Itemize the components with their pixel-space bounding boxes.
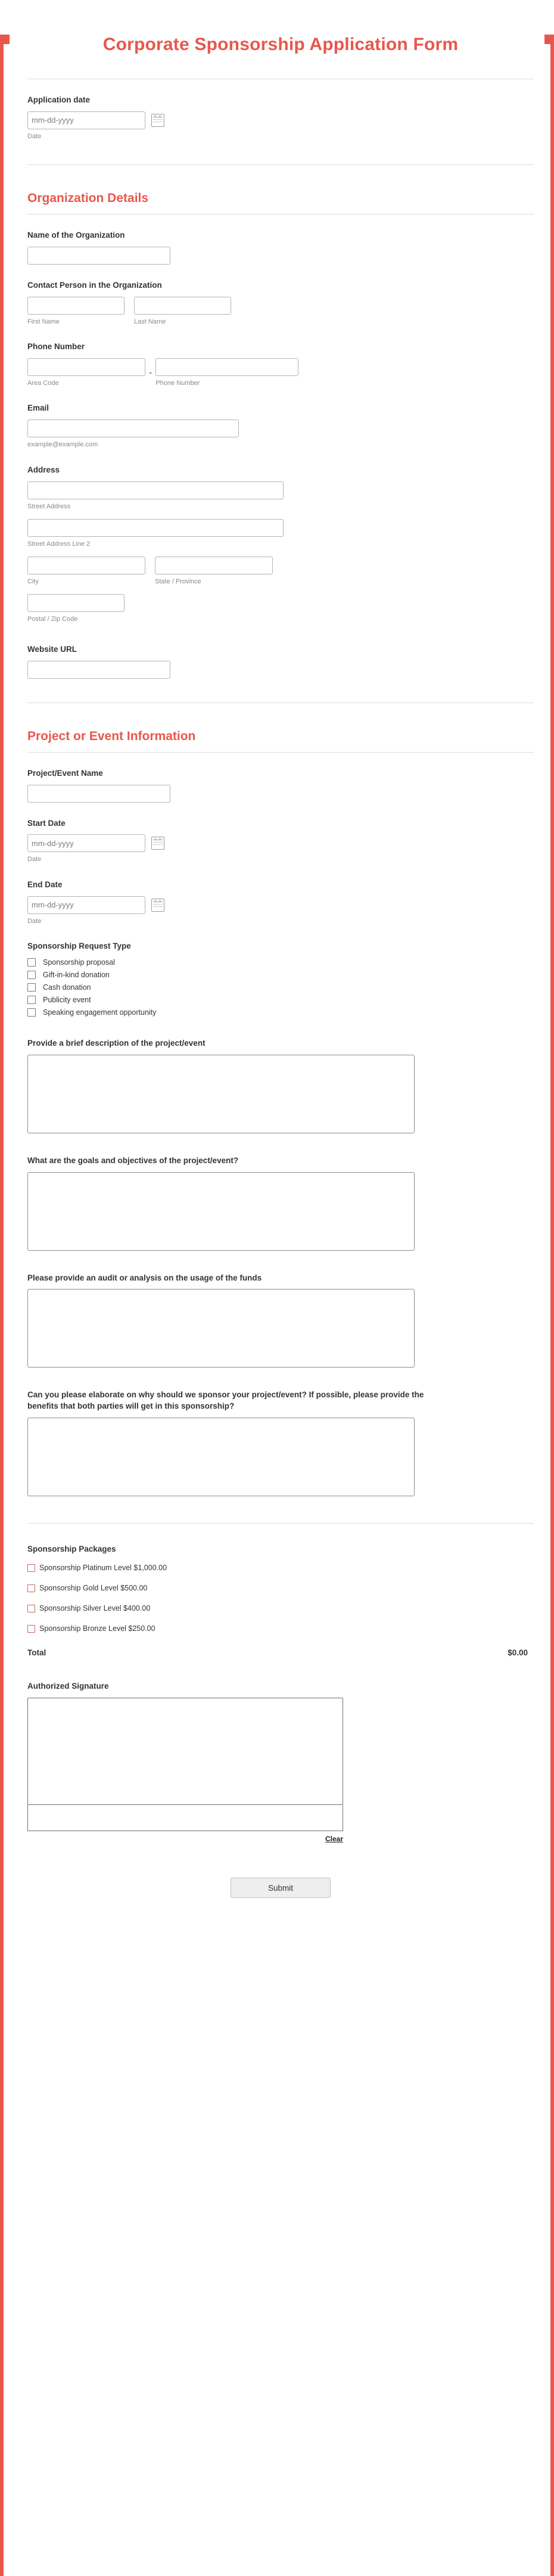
checkbox-icon[interactable] [27, 958, 36, 967]
total-value: $0.00 [508, 1648, 528, 1658]
goals-label: What are the goals and objectives of the project/event? [27, 1155, 239, 1165]
submit-row [27, 1878, 534, 1898]
start-date-sublabel: Date [27, 856, 42, 863]
phone-number-label: Phone Number [27, 342, 85, 352]
end-date-input[interactable] [27, 896, 145, 914]
package-option-platinum[interactable] [27, 1564, 534, 1572]
request-type-option-cash-donation[interactable] [27, 983, 534, 992]
project-name-label: Project/Event Name [27, 768, 103, 778]
section-divider-3 [27, 1523, 534, 1524]
end-date-label: End Date [27, 880, 63, 889]
organization-section-rule [27, 214, 534, 215]
field-start-date [27, 818, 534, 864]
phone-separator: - [149, 367, 152, 378]
package-option-label: Sponsorship Platinum Level $1,000.00 [39, 1564, 167, 1573]
address-label: Address [27, 465, 60, 474]
request-type-option-speaking-engagement-opportunity[interactable] [27, 1008, 534, 1017]
end-date-sublabel: Date [27, 917, 42, 925]
description-textarea[interactable] [27, 1055, 415, 1133]
address-state-input[interactable] [155, 557, 273, 574]
package-option-gold[interactable] [27, 1584, 534, 1592]
address-street2-input[interactable] [27, 519, 284, 537]
address-city-input[interactable] [27, 557, 145, 574]
start-date-label: Start Date [27, 818, 66, 828]
description-label: Provide a brief description of the project/event [27, 1038, 206, 1048]
section-sponsorship-packages [27, 1544, 534, 1657]
address-zip-input[interactable] [27, 594, 125, 612]
field-sponsorship-request-type [27, 941, 534, 1017]
contact-person-label: Contact Person in the Organization [27, 281, 162, 290]
field-contact-person [27, 280, 534, 326]
website-url-input[interactable] [27, 661, 170, 679]
address-zip-sublabel: Postal / Zip Code [27, 616, 78, 623]
contact-last-name-input[interactable] [134, 297, 231, 315]
project-section-title: Project or Event Information [27, 729, 196, 743]
checkbox-icon[interactable] [27, 1625, 35, 1633]
email-sublabel: example@example.com [27, 441, 98, 449]
address-street-sublabel: Street Address [27, 502, 71, 510]
field-audit [27, 1273, 534, 1371]
total-label: Total [27, 1648, 46, 1658]
clear-signature-button[interactable]: Clear [325, 1835, 343, 1843]
corner-decoration-right [544, 35, 554, 44]
field-phone-number [27, 341, 534, 387]
packages-label: Sponsorship Packages [27, 1545, 116, 1554]
calendar-icon[interactable] [151, 899, 164, 912]
section-project-information [27, 729, 534, 1500]
request-type-option-label: Publicity event [43, 995, 91, 1004]
organization-section-title: Organization Details [27, 191, 149, 206]
phone-area-code-sublabel: Area Code [27, 380, 59, 387]
start-date-input[interactable] [27, 834, 145, 852]
form-page [4, 35, 554, 1898]
signature-line[interactable] [27, 1805, 343, 1831]
address-street-input[interactable] [27, 481, 284, 499]
address-city-sublabel: City [27, 578, 39, 586]
checkbox-icon[interactable] [27, 1605, 35, 1612]
request-type-option-label: Cash donation [43, 983, 91, 992]
checkbox-icon[interactable] [27, 1584, 35, 1592]
checkbox-icon[interactable] [27, 1564, 35, 1572]
field-authorized-signature [27, 1681, 534, 1843]
phone-number-input[interactable] [155, 358, 298, 376]
request-type-label: Sponsorship Request Type [27, 941, 131, 950]
contact-first-name-input[interactable] [27, 297, 125, 315]
signature-canvas[interactable] [27, 1698, 343, 1805]
field-project-name [27, 768, 534, 803]
field-address [27, 465, 534, 624]
field-application-date [27, 95, 534, 141]
total-row [27, 1648, 534, 1657]
submit-button[interactable]: Submit [231, 1878, 331, 1898]
field-organization-name [27, 230, 534, 265]
corner-decoration-left [0, 35, 10, 44]
project-section-rule [27, 752, 534, 753]
request-type-option-gift-in-kind-donation[interactable] [27, 971, 534, 979]
elaborate-textarea[interactable] [27, 1418, 415, 1496]
calendar-icon[interactable] [151, 837, 164, 850]
section-organization-details [27, 191, 534, 678]
checkbox-icon[interactable] [27, 983, 36, 992]
organization-name-input[interactable] [27, 247, 170, 265]
checkbox-icon[interactable] [27, 971, 36, 979]
checkbox-icon[interactable] [27, 996, 36, 1004]
package-option-silver[interactable] [27, 1604, 534, 1612]
elaborate-label: Can you please elaborate on why should we sponsor your project/event? If possible, please provide the benefits that both parties will get in this sponsorship? [27, 1390, 424, 1411]
audit-textarea[interactable] [27, 1289, 415, 1368]
request-type-option-sponsorship-proposal[interactable] [27, 958, 534, 967]
page-title: Corporate Sponsorship Application Form [102, 35, 459, 54]
organization-name-label: Name of the Organization [27, 231, 125, 240]
application-date-sublabel: Date [27, 132, 42, 140]
calendar-icon[interactable] [151, 114, 164, 127]
phone-area-code-input[interactable] [27, 358, 145, 376]
email-label: Email [27, 403, 49, 413]
package-option-bronze[interactable] [27, 1624, 534, 1633]
signature-label: Authorized Signature [27, 1682, 109, 1691]
field-elaborate [27, 1390, 534, 1499]
field-description [27, 1038, 534, 1136]
contact-first-name-sublabel: First Name [27, 318, 60, 325]
application-date-label: Application date [27, 95, 91, 104]
request-type-option-publicity-event[interactable] [27, 996, 534, 1004]
field-website-url [27, 644, 534, 679]
request-type-option-label: Sponsorship proposal [43, 958, 115, 967]
field-email [27, 403, 534, 449]
email-input[interactable] [27, 420, 239, 437]
package-option-label: Sponsorship Bronze Level $250.00 [39, 1624, 155, 1633]
phone-number-sublabel: Phone Number [155, 380, 200, 387]
application-date-input[interactable] [27, 111, 145, 129]
package-option-label: Sponsorship Silver Level $400.00 [39, 1604, 151, 1613]
field-goals [27, 1155, 534, 1254]
website-url-label: Website URL [27, 644, 77, 654]
field-end-date [27, 880, 534, 925]
section-divider-1 [27, 164, 534, 165]
address-state-sublabel: State / Province [155, 578, 201, 586]
request-type-option-label: Speaking engagement opportunity [43, 1008, 157, 1017]
package-option-label: Sponsorship Gold Level $500.00 [39, 1584, 148, 1593]
request-type-option-label: Gift-in-kind donation [43, 970, 110, 979]
checkbox-icon[interactable] [27, 1008, 36, 1017]
goals-textarea[interactable] [27, 1172, 415, 1251]
project-name-input[interactable] [27, 785, 170, 803]
address-street2-sublabel: Street Address Line 2 [27, 540, 91, 548]
contact-last-name-sublabel: Last Name [134, 318, 166, 325]
audit-label: Please provide an audit or analysis on the usage of the funds [27, 1273, 262, 1282]
